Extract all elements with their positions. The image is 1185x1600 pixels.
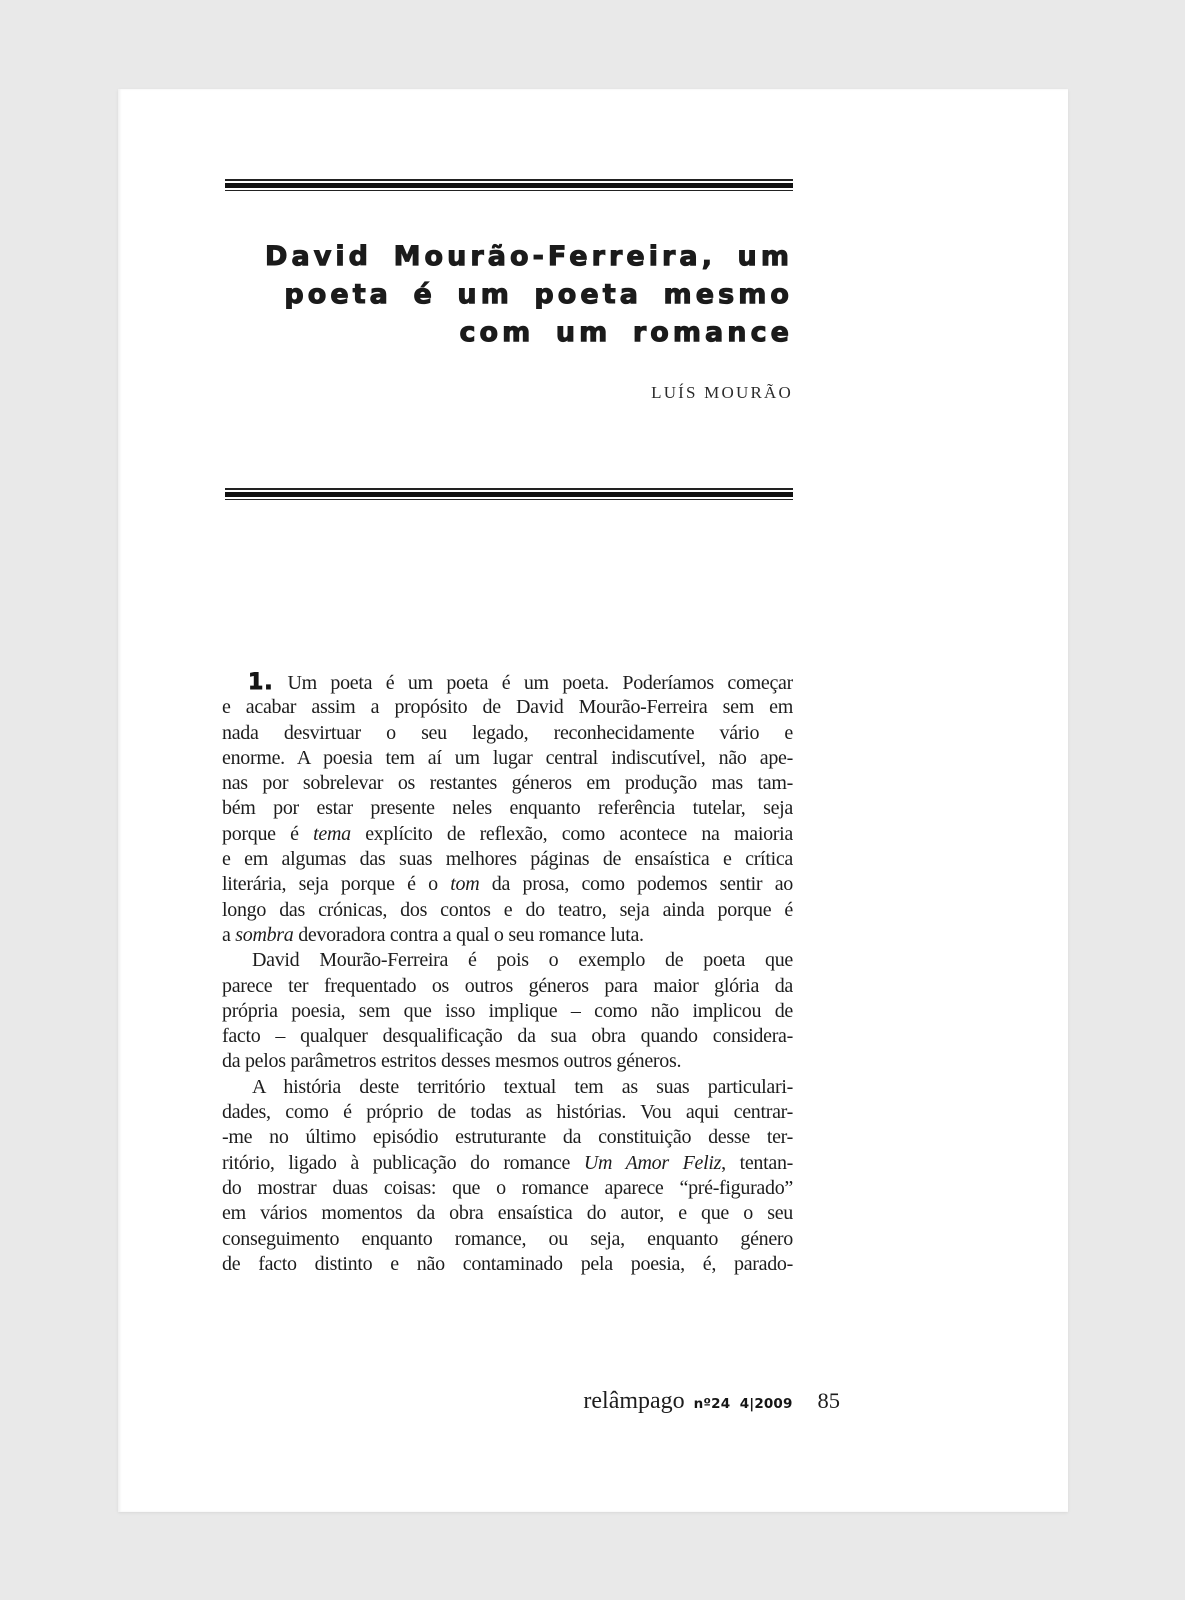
body-line: de facto distinto e não contaminado pela poesia, é, parado- <box>222 1252 793 1275</box>
paragraph-number: 1. <box>248 670 274 695</box>
body-line: em vários momentos da obra ensaística do autor, e que o seu <box>222 1202 793 1225</box>
body-line: porque é tema explícito de reflexão, como acontece na maioria <box>222 822 793 845</box>
paragraph <box>222 670 793 948</box>
article-page <box>118 89 1068 1512</box>
body-line: longo das crónicas, dos contos e do teatro, seja ainda porque é <box>222 898 793 921</box>
body-line: parece ter frequentado os outros géneros para maior glória da <box>222 974 793 997</box>
body-line: enorme. A poesia tem aí um lugar central indiscutível, não ape- <box>222 746 793 769</box>
paragraph <box>222 1075 793 1277</box>
body-line: a sombra devoradora contra a qual o seu romance luta. <box>222 923 644 946</box>
decorative-rule-middle <box>225 488 793 500</box>
article-body <box>222 670 793 1277</box>
journal-footer <box>583 1388 840 1415</box>
body-line: ritório, ligado à publicação do romance Um Amor Feliz, tentan- <box>222 1151 793 1174</box>
body-line: dades, como é próprio de todas as histórias. Vou aqui centrar- <box>222 1101 793 1124</box>
paragraph <box>222 948 793 1074</box>
title-line-2: poeta é um poeta mesmo <box>284 279 793 310</box>
issue-info: nº24 4|2009 <box>693 1396 793 1412</box>
body-line: do mostrar duas coisas: que o romance aparece “pré-figurado” <box>222 1176 793 1199</box>
body-line: -me no último episódio estruturante da constituição desse ter- <box>222 1126 793 1149</box>
rule-thin-line <box>225 499 793 501</box>
title-line-3: com um romance <box>459 317 793 348</box>
article-title <box>265 238 793 352</box>
body-line: A história deste território textual tem as suas particulari- <box>252 1075 793 1098</box>
title-line-1: David Mourão-Ferreira, um <box>265 241 793 272</box>
body-line: da pelos parâmetros estritos desses mesmos outros géneros. <box>222 1050 682 1073</box>
journal-name: relâmpago <box>583 1388 685 1414</box>
body-line: própria poesia, sem que isso implique – como não implicou de <box>222 999 793 1022</box>
body-line: literária, seja porque é o tom da prosa, como podemos sentir ao <box>222 873 793 896</box>
body-line: facto – qualquer desqualificação da sua obra quando considera- <box>222 1025 793 1048</box>
body-line: nas por sobrelevar os restantes géneros em produção mas tam- <box>222 772 793 795</box>
decorative-rule-top <box>225 179 793 191</box>
body-line: e em algumas das suas melhores páginas de ensaística e crítica <box>222 848 793 871</box>
page-number: 85 <box>817 1388 840 1413</box>
body-line: e acabar assim a propósito de David Mourão-Ferreira sem em <box>222 696 793 719</box>
body-line: conseguimento enquanto romance, ou seja, enquanto género <box>222 1227 793 1250</box>
body-line: bém por estar presente neles enquanto referência tutelar, seja <box>222 797 793 820</box>
author-name: LUÍS MOURÃO <box>651 383 793 402</box>
body-line: 1. Um poeta é um poeta é um poeta. Poderíamos começar <box>248 670 793 695</box>
body-line: David Mourão-Ferreira é pois o exemplo de poeta que <box>252 949 793 972</box>
rule-thin-line <box>225 190 793 192</box>
body-line: nada desvirtuar o seu legado, reconhecidamente vário e <box>222 721 793 744</box>
